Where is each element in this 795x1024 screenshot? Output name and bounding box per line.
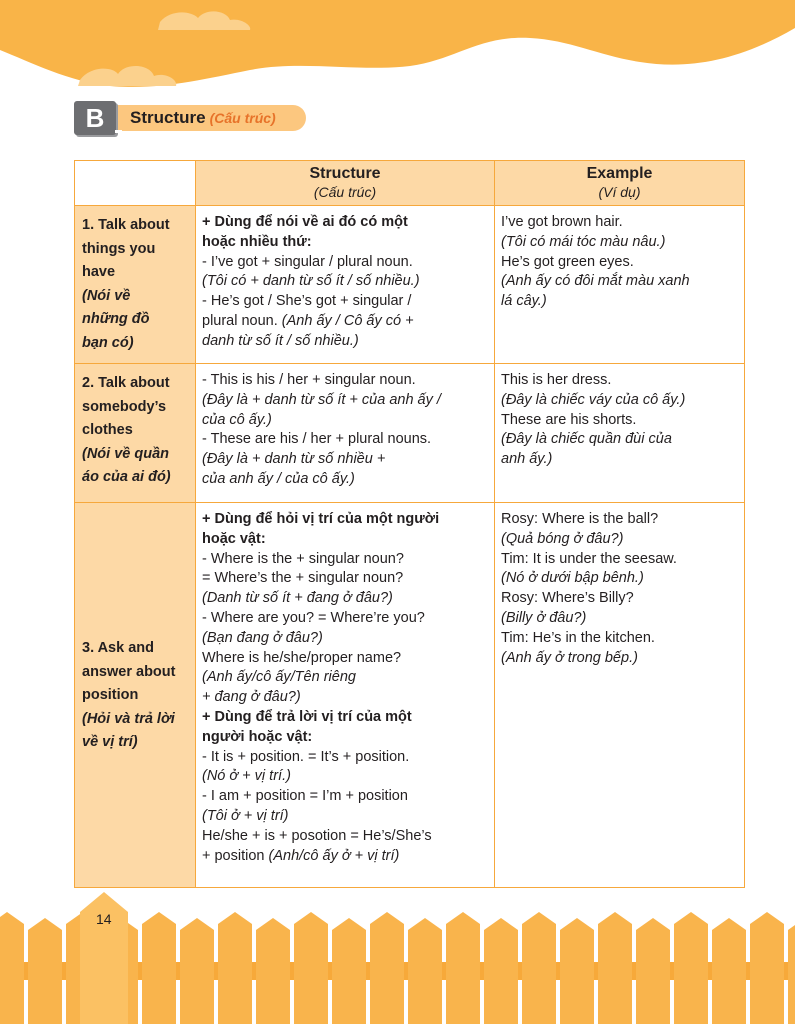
example-line-text: Tim: It is under the seesaw. <box>501 550 677 567</box>
example-line-text: Rosy: Where is the ball? <box>501 511 659 527</box>
header-structure-sublabel: (Cấu trúc) <box>313 184 377 200</box>
structure-line-text: của cô ấy.) <box>202 411 272 428</box>
section-heading <box>74 101 306 135</box>
table-header-row <box>75 161 745 206</box>
example-line-text: These are his shorts. <box>501 411 637 428</box>
fence-picket <box>180 918 214 1024</box>
topic-translation: (Nói về quần <box>82 445 170 462</box>
example-line-text: (Đây là chiếc váy của cô ấy.) <box>501 391 686 408</box>
fence-picket <box>522 912 556 1024</box>
fence-picket <box>218 912 252 1024</box>
structure-line-text: (Đây là + danh từ số ít + của anh ấy / <box>202 391 441 408</box>
fence-picket <box>256 918 290 1024</box>
example-line <box>501 371 738 391</box>
topic-cell <box>75 364 196 503</box>
topic-translation: áo của ai đó) <box>82 469 171 486</box>
example-line <box>501 430 738 450</box>
topic-translation: những đồ <box>82 311 150 328</box>
structure-line <box>202 787 488 807</box>
section-title <box>130 108 276 128</box>
structure-line <box>202 391 488 411</box>
structure-line <box>202 450 488 470</box>
example-line <box>501 272 738 292</box>
example-line-text: (Tôi có mái tóc màu nâu.) <box>501 233 666 250</box>
section-letter-badge: B <box>74 101 116 135</box>
structure-line-text: (Anh ấy/cô ấy/Tên riêng <box>202 669 356 686</box>
topic-text: clothes <box>82 422 133 439</box>
structure-line <box>202 688 488 708</box>
structure-line <box>202 728 488 748</box>
page-number: 14 <box>96 911 112 927</box>
structure-line-text: (Nó ở + vị trí.) <box>202 768 291 785</box>
structure-line-text: plural noun. <box>202 312 278 329</box>
structure-line-text: danh từ số ít / số nhiều.) <box>202 332 359 349</box>
topic-text: 2. Talk about <box>82 375 170 391</box>
structure-line-text: (Tôi có + danh từ số ít / số nhiều.) <box>202 273 420 290</box>
structure-line-text: + Dùng để hỏi vị trí của một người <box>202 511 440 527</box>
structure-line <box>202 510 488 530</box>
topic-cell <box>75 503 196 888</box>
example-line-text: (Anh ấy có đôi mắt màu xanh <box>501 273 690 290</box>
structure-line <box>202 827 488 847</box>
structure-line <box>202 411 488 431</box>
structure-line <box>202 649 488 669</box>
structure-line <box>202 292 488 312</box>
structure-line-text: - It is + position. = It’s + position. <box>202 748 410 765</box>
example-line <box>501 391 738 411</box>
structure-line-text: (Tôi ở + vị trí) <box>202 807 289 824</box>
example-line <box>501 450 738 470</box>
example-line <box>501 411 738 431</box>
top-wave-banner <box>0 0 795 110</box>
topic-translation: (Hỏi và trả lời <box>82 710 175 727</box>
example-line <box>501 530 738 550</box>
example-line <box>501 510 738 530</box>
structure-line-text: - I am + position = I’m + position <box>202 788 408 805</box>
fence-picket <box>788 918 795 1024</box>
structure-line <box>202 668 488 688</box>
fence-picket <box>332 918 366 1024</box>
structure-line-text: người hoặc vật: <box>202 728 313 745</box>
structure-line-text: - Where is the + singular noun? <box>202 550 404 567</box>
fence-picket <box>370 912 404 1024</box>
example-line-text: (Anh ấy ở trong bếp.) <box>501 649 638 666</box>
table-row <box>75 364 745 503</box>
example-line <box>501 649 738 669</box>
structure-line <box>202 847 488 867</box>
example-line-text: This is her dress. <box>501 372 612 388</box>
example-line-text: lá cây.) <box>501 293 547 310</box>
fence-picket <box>560 918 594 1024</box>
topic-text: have <box>82 264 116 281</box>
structure-line <box>202 589 488 609</box>
structure-line <box>202 272 488 292</box>
fence-picket <box>294 912 328 1024</box>
topic-translation: (Nói về <box>82 287 131 304</box>
example-cell <box>495 206 745 364</box>
structure-line-text: - He’s got / She’s got + singular / <box>202 293 412 310</box>
structure-line-translation: (Anh ấy / Cô ấy có + <box>277 312 414 329</box>
header-structure-label: Structure <box>309 165 381 182</box>
example-line-text: (Đây là chiếc quần đùi của <box>501 431 672 448</box>
header-example-label: Example <box>586 165 653 182</box>
example-line <box>501 233 738 253</box>
topic-text: 1. Talk about <box>82 217 170 233</box>
structure-line <box>202 430 488 450</box>
section-subtitle: (Cấu trúc) <box>209 110 276 126</box>
structure-line <box>202 332 488 352</box>
structure-line-text: Where is he/she/proper name? <box>202 649 402 666</box>
example-line <box>501 629 738 649</box>
structure-line-text: - These are his / her + plural nouns. <box>202 431 432 448</box>
fence-picket <box>484 918 518 1024</box>
fence-picket <box>674 912 708 1024</box>
example-line <box>501 609 738 629</box>
fence-picket <box>750 912 784 1024</box>
fence-picket <box>408 918 442 1024</box>
fence-picket <box>636 918 670 1024</box>
structure-cell <box>196 364 495 503</box>
example-line-text: (Billy ở đâu?) <box>501 609 587 626</box>
structure-line-text: (Danh từ số ít + đang ở đâu?) <box>202 590 393 607</box>
section-title-text: Structure <box>130 108 206 127</box>
structure-line <box>202 213 488 233</box>
fence-picket <box>712 918 746 1024</box>
example-line <box>501 589 738 609</box>
example-cell <box>495 364 745 503</box>
structure-cell <box>196 206 495 364</box>
structure-line-text: = Where’s the + singular noun? <box>202 570 404 587</box>
header-example-sublabel: (Ví dụ) <box>598 184 641 200</box>
structure-line-text: + position <box>202 847 265 864</box>
structure-line <box>202 748 488 768</box>
header-corner-cell <box>75 161 196 206</box>
structure-line <box>202 708 488 728</box>
fence-footer <box>0 892 795 1024</box>
structure-line-text: (Bạn đang ở đâu?) <box>202 629 323 646</box>
topic-text: things you <box>82 240 156 257</box>
structure-line <box>202 569 488 589</box>
structure-cell <box>196 503 495 888</box>
structure-line <box>202 530 488 550</box>
structure-line <box>202 233 488 253</box>
fence-picket <box>142 912 176 1024</box>
structure-line <box>202 470 488 490</box>
topic-text: 3. Ask and <box>82 640 154 657</box>
structure-line-text: (Đây là + danh từ số nhiều + <box>202 451 386 468</box>
structure-line-text: He/she + is + posotion = He’s/She’s <box>202 827 432 844</box>
structure-line-text: của anh ấy / của cô ấy.) <box>202 470 355 487</box>
structure-line <box>202 312 488 332</box>
example-line <box>501 550 738 570</box>
structure-line-text: + Dùng để nói về ai đó có một <box>202 214 408 230</box>
table-row <box>75 503 745 888</box>
example-line <box>501 213 738 233</box>
structure-line-text: hoặc vật: <box>202 530 266 547</box>
fence-picket <box>446 912 480 1024</box>
topic-cell <box>75 206 196 364</box>
structure-line-text: + Dùng để trả lời vị trí của một <box>202 708 412 725</box>
topic-text: somebody’s <box>82 398 167 415</box>
structure-line <box>202 609 488 629</box>
fence-picket <box>598 912 632 1024</box>
structure-line-translation: (Anh/cô ấy ở + vị trí) <box>264 847 400 864</box>
structure-line-text: hoặc nhiều thứ: <box>202 233 312 250</box>
fence-picket <box>28 918 62 1024</box>
structure-line-text: - Where are you? = Where’re you? <box>202 609 425 626</box>
structure-line <box>202 807 488 827</box>
topic-translation: bạn có) <box>82 334 134 351</box>
header-example <box>495 161 745 206</box>
example-line <box>501 569 738 589</box>
example-line-text: I’ve got brown hair. <box>501 214 623 230</box>
example-cell <box>495 503 745 888</box>
structure-line-text: + đang ở đâu?) <box>202 689 301 706</box>
example-line-text: (Nó ở dưới bập bênh.) <box>501 570 644 587</box>
topic-text: position <box>82 687 139 704</box>
example-line-text: He’s got green eyes. <box>501 253 634 270</box>
table-row <box>75 206 745 364</box>
structure-line <box>202 629 488 649</box>
fence-picket <box>0 912 24 1024</box>
topic-translation: về vị trí) <box>82 734 138 751</box>
structure-table <box>74 160 745 888</box>
structure-line <box>202 767 488 787</box>
example-line-text: anh ấy.) <box>501 451 553 468</box>
example-line <box>501 253 738 273</box>
structure-line <box>202 253 488 273</box>
example-line <box>501 292 738 312</box>
structure-line <box>202 550 488 570</box>
example-line-text: (Quả bóng ở đâu?) <box>501 530 624 547</box>
example-line-text: Tim: He’s in the kitchen. <box>501 629 655 646</box>
topic-text: answer about <box>82 663 176 680</box>
structure-line-text: - I’ve got + singular / plural noun. <box>202 253 413 270</box>
example-line-text: Rosy: Where’s Billy? <box>501 590 634 607</box>
structure-line <box>202 371 488 391</box>
header-structure <box>196 161 495 206</box>
structure-line-text: - This is his / her + singular noun. <box>202 372 416 388</box>
